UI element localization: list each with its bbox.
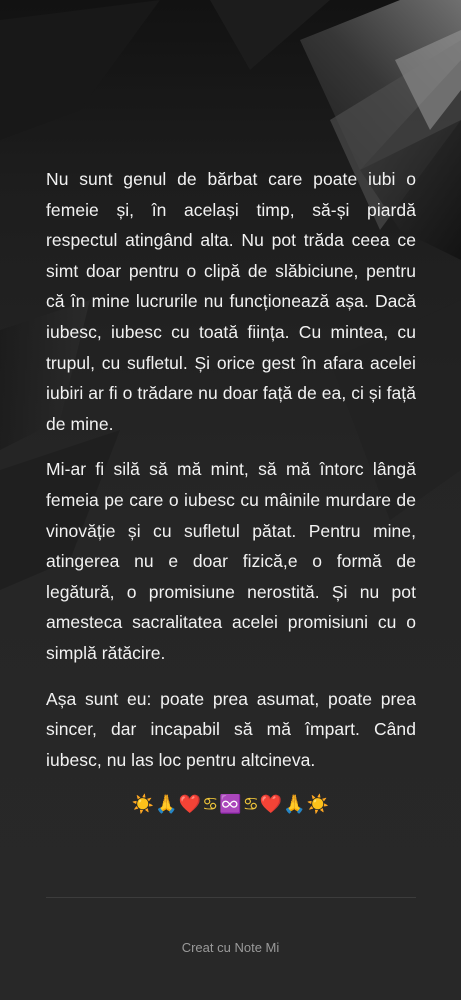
- note-body: [46, 164, 416, 820]
- footer-divider: [46, 897, 416, 898]
- note-paragraph-1: Nu sunt genul de bărbat care poate iubi o femeie și, în același timp, să-și piardă respectul atingând alta. Nu pot trăda ceea ce simt doar pentru o clipă de slăbiciune, pentru că în mine lucrurile nu funcționează așa. Dacă iubesc, iubesc cu toată ființa. Cu mintea, cu trupul, cu sufletul. Și orice gest în afara acelei iubiri ar fi o trădare nu doar față de ea, ci și față de mine.: [46, 169, 416, 434]
- emoji-line: ☀️🙏❤️♋♾️♋❤️🙏☀️: [131, 794, 331, 816]
- note-paragraph-2: Mi-ar fi silă să mă mint, să mă întorc lângă femeia pe care o iubesc cu mâinile murdare de vinovăție și cu sufletul pătat. Pentru mine, atingerea nu e doar fizică,e o formă de legătură, o promisiune nerostită. Și nu pot amesteca sacralitatea acelei promisiuni cu o simplă rătăcire.: [46, 459, 416, 663]
- footer-label: Creat cu Note Mi: [181, 940, 280, 955]
- note-paragraph-3: Așa sunt eu: poate prea asumat, poate prea sincer, dar incapabil să mă împart. Când iubesc, nu las loc pentru altcineva.: [46, 688, 416, 770]
